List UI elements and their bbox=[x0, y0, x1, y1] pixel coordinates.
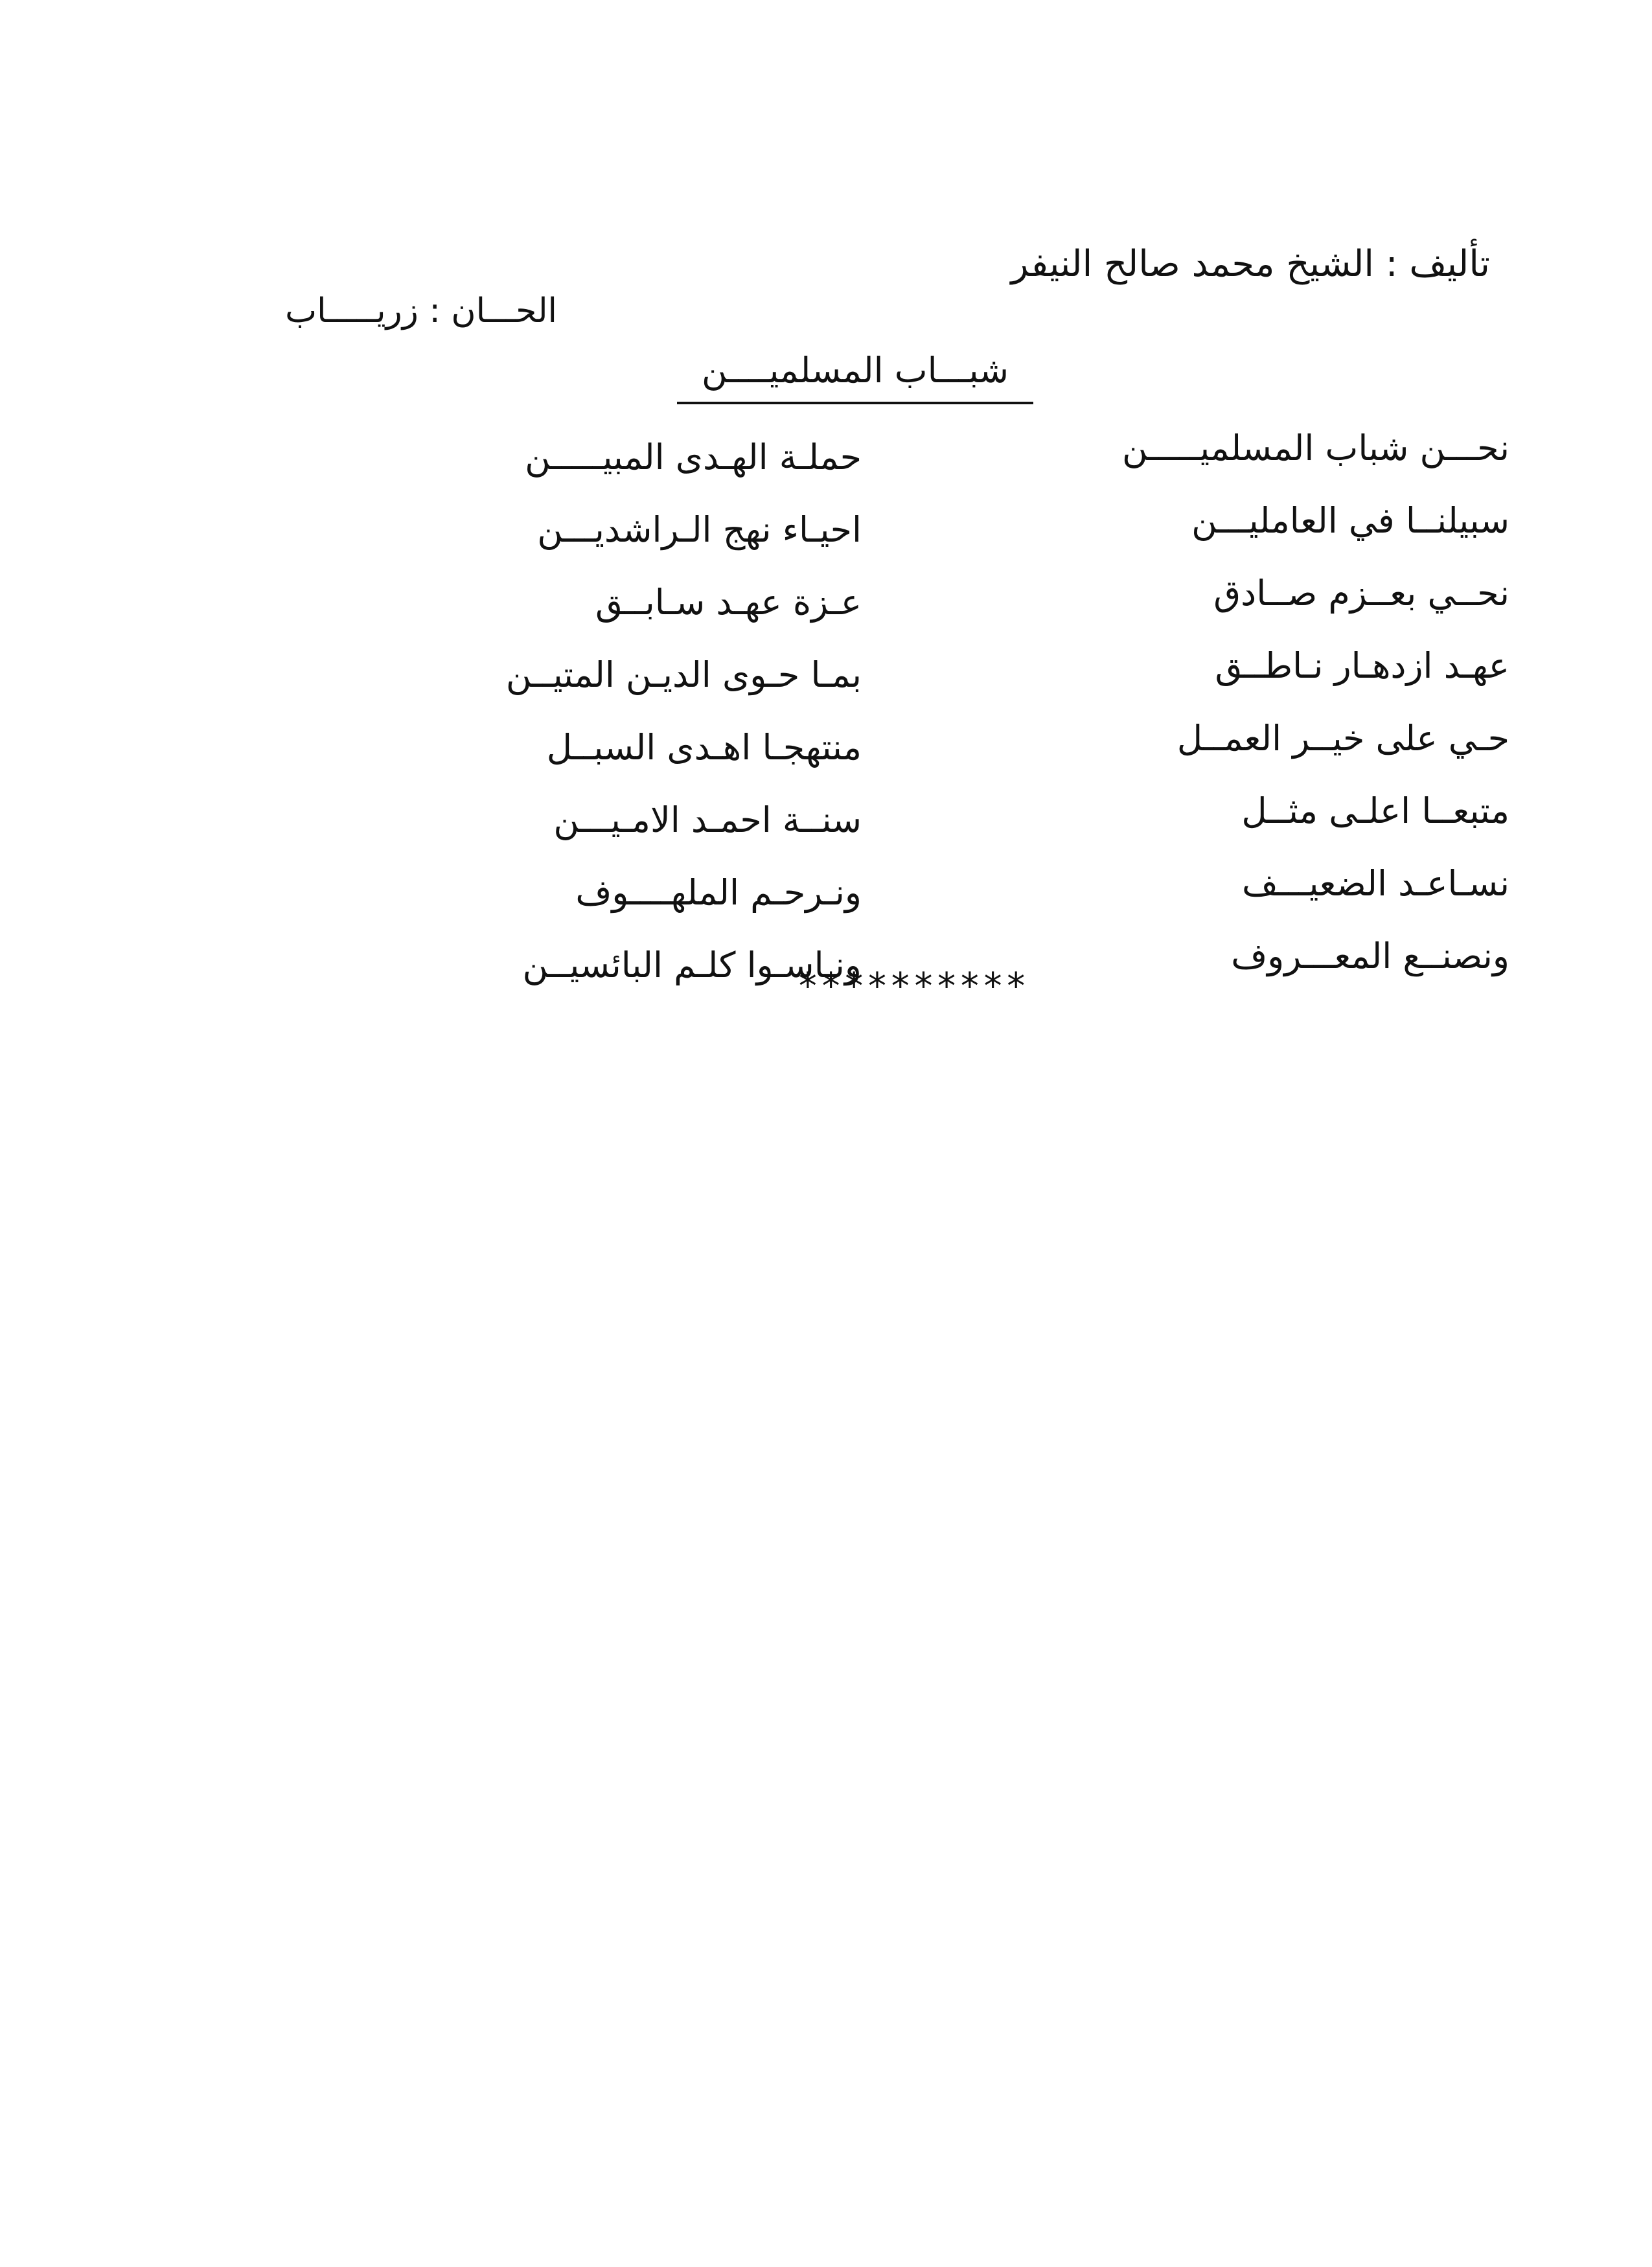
verse-row bbox=[324, 573, 1509, 645]
title-underline bbox=[677, 402, 1033, 404]
verse-second-hemistich: منتهجـا اهـدى السبــل bbox=[546, 727, 862, 768]
verse-second-hemistich: حملـة الهـدى المبيـــــن bbox=[525, 437, 862, 478]
verse-first-hemistich: نحـــن شباب المسلميـــــن bbox=[1121, 428, 1509, 468]
verse-first-hemistich: متبعــا اعلـى مثــل bbox=[1241, 790, 1509, 831]
verse-row bbox=[324, 718, 1509, 790]
verse-second-hemistich: ونـاسـوا كلـم البائسيــن bbox=[522, 945, 862, 985]
verse-row bbox=[324, 500, 1509, 573]
verse-row bbox=[324, 645, 1509, 718]
verse-first-hemistich: سبيلنــا في العامليـــن bbox=[1191, 500, 1509, 541]
verse-first-hemistich: حـي على خيــر العمــل bbox=[1176, 718, 1509, 759]
verse-first-hemistich: ونصنــع المعـــروف bbox=[1231, 936, 1509, 976]
closing-ornament: ********** bbox=[797, 965, 1029, 1007]
poem-verses bbox=[324, 428, 1509, 1008]
author-line: تأليف : الشيخ محمد صالح النيفر bbox=[1011, 243, 1490, 285]
verse-second-hemistich: ونـرحـم الملهــــوف bbox=[575, 872, 862, 913]
verse-row bbox=[324, 863, 1509, 936]
verse-row bbox=[324, 428, 1509, 500]
verse-row bbox=[324, 790, 1509, 863]
verse-second-hemistich: عـزة عهـد سـابــق bbox=[595, 582, 862, 623]
verse-first-hemistich: نسـاعـد الضعيـــف bbox=[1241, 863, 1509, 904]
poem-title: شبـــاب المسلميــــن bbox=[701, 350, 1009, 391]
melody-line: الحـــان : زريـــــاب bbox=[285, 292, 557, 330]
verse-second-hemistich: بمـا حـوى الديـن المتيــن bbox=[505, 654, 862, 695]
verse-first-hemistich: نحــي بعــزم صــادق bbox=[1213, 573, 1509, 614]
verse-second-hemistich: احيـاء نهج الـراشديـــن bbox=[537, 509, 862, 550]
verse-second-hemistich: سنــة احمـد الامـيـــن bbox=[553, 800, 862, 840]
verse-first-hemistich: عهـد ازدهـار نـاطــق bbox=[1215, 645, 1509, 686]
